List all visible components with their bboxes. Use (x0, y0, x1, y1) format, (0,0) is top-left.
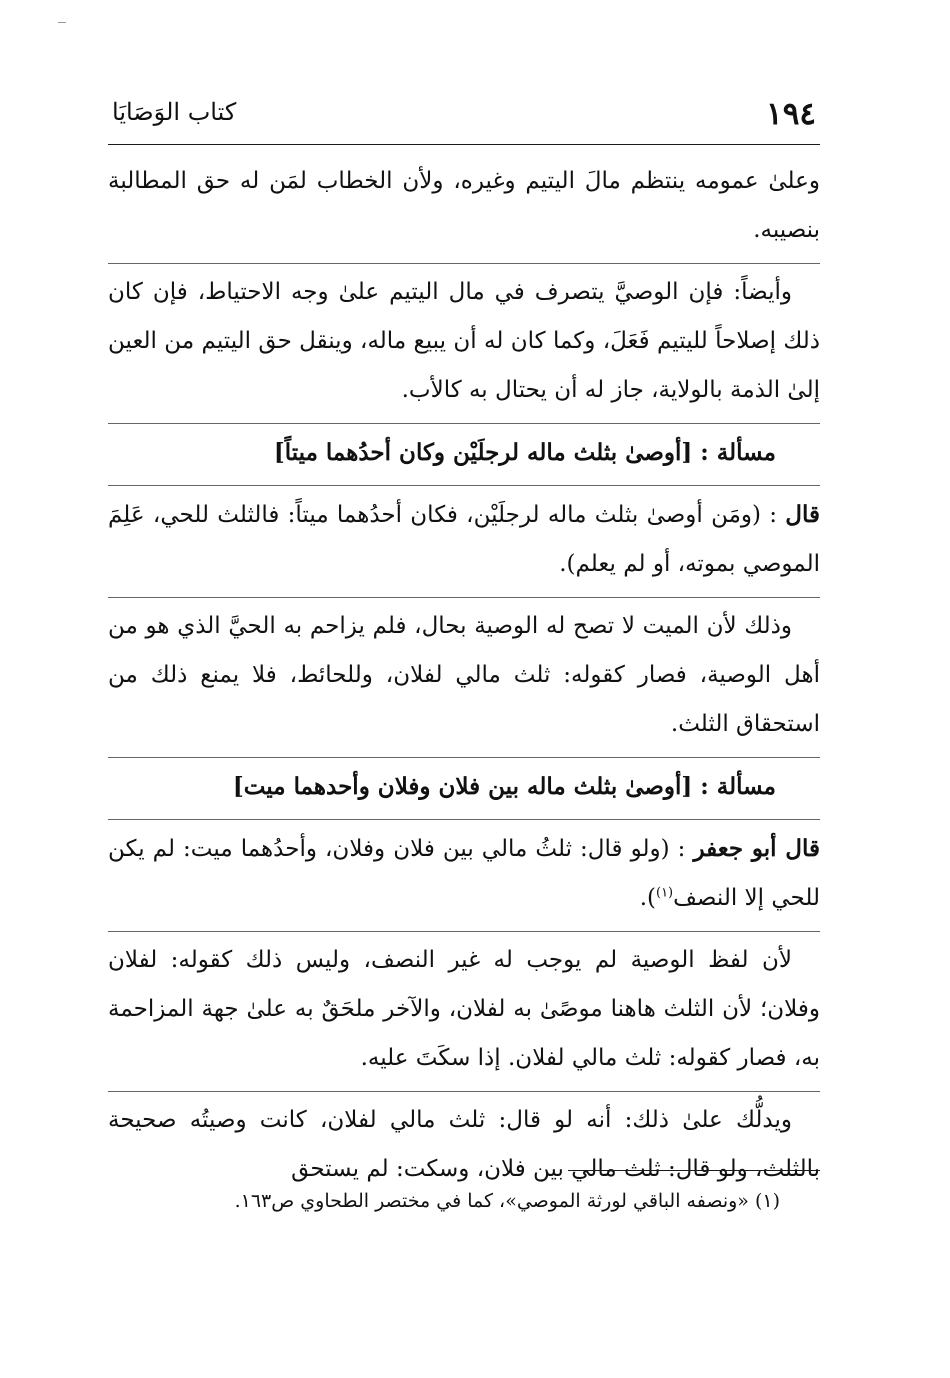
book-page (108, 88, 820, 1328)
margin-mark (58, 22, 66, 23)
section-divider (108, 423, 820, 424)
paragraph-3 (108, 490, 820, 589)
paragraph-5-text: : (ولو قال: ثلثُ مالي بين فلان وفلان، وأحدُهما ميت: لم يكن للحي إلا النصف (108, 836, 820, 911)
paragraph-4: وذلك لأن الميت لا تصح له الوصية بحال، فلم يزاحم به الحيَّ الذي هو من أهل الوصية، فصار كقوله: ثلث مالي لفلان، وللحائط، فلا يمنع ذلك من استحقاق الثلث. (108, 613, 820, 737)
issue-heading-1: مسألة : [أوصىٰ بثلث ماله لرجلَيْن وكان أحدُهما ميتاً] (273, 439, 776, 466)
footnote: (١) «ونصفه الباقي لورثة الموصي»، كما في مختصر الطحاوي ص١٦٣. (234, 1190, 780, 1212)
running-title: كتاب الوَصَايَا (112, 98, 237, 126)
page-header (108, 88, 820, 145)
section-divider (108, 485, 820, 486)
paragraph-1: وعلىٰ عمومه ينتظم مالَ اليتيم وغيره، ولأن الخطاب لمَن له حق المطالبة بنصيبه. (108, 168, 820, 243)
section-divider (108, 1091, 820, 1092)
footnote-ref: (١) (655, 885, 674, 901)
paragraph-2: وأيضاً: فإن الوصيَّ يتصرف في مال اليتيم علىٰ وجه الاحتياط، فإن كان ذلك إصلاحاً لليتيم فَعَلَ، وكما كان له أن يبيع ماله، وينقل حق اليتيم من العين إلىٰ الذمة بالولاية، جاز له أن يحتال به كالأب. (108, 279, 820, 403)
footnote-separator (568, 1170, 820, 1171)
paragraph-5-end: ). (639, 885, 656, 911)
paragraph-5 (108, 824, 820, 923)
paragraph-3-text: : (ومَن أوصىٰ بثلث ماله لرجلَيْن، فكان أحدُهما ميتاً: فالثلث للحي، عَلِمَ الموصي بموته، أو لم يعلم). (108, 502, 820, 577)
paragraph-7: ويدلُّك علىٰ ذلك: أنه لو قال: ثلث مالي لفلان، كانت وصيتُه صحيحة بالثلث، ولو قال: ثلث مالي بين فلان، وسكت: لم يستحق (108, 1107, 820, 1182)
paragraph-6: لأن لفظ الوصية لم يوجب له غير النصف، وليس ذلك كقوله: لفلان وفلان؛ لأن الثلث هاهنا موصًىٰ به لفلان، والآخر ملحَقٌ به علىٰ جهة المزاحمة به، فصار كقوله: ثلث مالي لفلان. إذا سكَتَ عليه. (108, 947, 820, 1071)
speaker-label: قال أبو جعفر (693, 835, 820, 862)
section-divider (108, 757, 820, 758)
section-divider (108, 597, 820, 598)
issue-heading-2: مسألة : [أوصىٰ بثلث ماله بين فلان وفلان وأحدهما ميت] (232, 773, 776, 800)
main-text (108, 157, 820, 1194)
section-divider (108, 263, 820, 264)
section-divider (108, 819, 820, 820)
speaker-label: قال (785, 501, 820, 528)
page-number: ١٩٤ (766, 96, 816, 132)
section-divider (108, 931, 820, 932)
